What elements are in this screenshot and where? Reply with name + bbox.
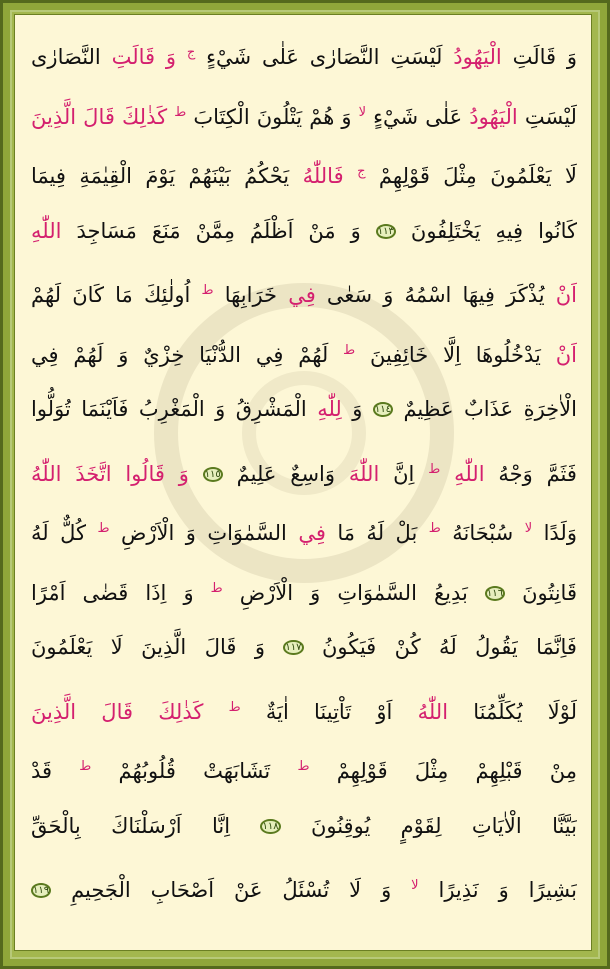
- verse-text: قَدْ: [31, 759, 53, 783]
- verse-text: وَلَدًا: [543, 521, 577, 545]
- verse-line: [31, 261, 577, 321]
- verse-text: مِنْ قَبْلِهِمْ مِثْلَ قَوْلِهِمْ: [336, 759, 577, 783]
- verse-text: السَّمٰوَاتِ وَ الْاَرْضِ: [120, 521, 287, 545]
- verse-line: [31, 797, 577, 857]
- divine-name-text: فِي: [298, 521, 326, 545]
- ayah-number-marker: ١١٨: [262, 820, 279, 832]
- divine-name-text: فَاللّٰهُ: [302, 164, 344, 188]
- verse-line: [31, 499, 577, 559]
- verse-text: لَهُمْ فِي الدُّنْيَا خِزْيٌ وَ لَهُمْ فِي: [31, 342, 329, 367]
- divine-name-text: فِي: [288, 283, 316, 307]
- verse-line: [31, 559, 577, 619]
- verse-text: كَانُوا فِيهِ يَخْتَلِفُونَ: [410, 218, 577, 243]
- ayah-number-marker: ١١٥: [204, 468, 221, 480]
- verse-lines: [31, 23, 577, 916]
- verse-text: فَثَمَّ وَجْهُ: [498, 461, 577, 486]
- pause-mark: ط: [97, 521, 110, 536]
- divine-name-text: الْيَهُودُ: [453, 45, 502, 69]
- ayah-number-marker: ١١٦: [486, 587, 504, 599]
- pause-mark: ط: [79, 759, 92, 774]
- verse-text: تَشَابَهَتْ قُلُوبُهُمْ: [118, 759, 271, 783]
- pause-mark: ط: [297, 759, 310, 774]
- pause-mark: ج: [357, 164, 366, 179]
- verse-line: [31, 23, 577, 83]
- divine-name-text: لِلّٰهِ: [317, 397, 342, 421]
- divine-name-text: الْيَهُودُ: [469, 104, 518, 129]
- verse-text: اَوْ تَاْتِينَا اٰيَةٌ: [265, 699, 393, 724]
- verse-text: وَ مَنْ اَظْلَمُ مِمَّنْ مَنَعَ مَسَاجِدَ: [76, 218, 361, 243]
- divine-name-text: كَذٰلِكَ قَالَ الَّذِينَ: [31, 104, 168, 129]
- verse-text: وَاسِعٌ عَلِيمٌ: [236, 461, 336, 486]
- divine-name-text: اللّٰهِ: [31, 218, 62, 243]
- ayah-number-marker: ١١٣: [377, 225, 394, 237]
- verse-text: بَشِيرًا وَ نَذِيرًا: [438, 878, 577, 902]
- divine-name-text: اللّٰهُ: [417, 699, 449, 724]
- verse-line: [31, 678, 577, 738]
- divine-name-text: كَذٰلِكَ قَالَ الَّذِينَ: [31, 699, 204, 724]
- ayah-number-marker: ١١٤: [374, 404, 391, 415]
- verse-text: لَا يَعْلَمُونَ مِثْلَ قَوْلِهِمْ: [378, 164, 577, 188]
- verse-text: النَّصَارٰى: [31, 45, 101, 69]
- verse-text: بَلْ لَهُ مَا: [337, 521, 418, 545]
- verse-text: يَحْكُمُ بَيْنَهُمْ يَوْمَ الْقِيٰمَةِ فِيمَا: [31, 164, 290, 188]
- verse-line: [31, 440, 577, 500]
- verse-line: [31, 380, 577, 440]
- pause-mark: ط: [174, 104, 187, 120]
- verse-text: لَيْسَتِ النَّصَارٰى عَلٰى شَيْءٍ: [206, 45, 443, 69]
- verse-text: عَلٰى شَيْءٍ: [373, 104, 463, 129]
- pause-mark: لا: [524, 521, 533, 536]
- verse-text: قَانِتُونَ: [522, 580, 577, 605]
- divine-name-text: اللّٰهِ: [454, 461, 485, 486]
- verse-line: [31, 856, 577, 916]
- divine-name-text: وَ قَالُوا اتَّخَذَ اللّٰهُ: [31, 461, 189, 486]
- verse-text: يُذْكَرَ فِيهَا اسْمُهُ وَ سَعٰى: [326, 283, 545, 307]
- divine-name-text: اَنْ: [555, 342, 577, 367]
- verse-text: بَدِيعُ السَّمٰوَاتِ وَ الْاَرْضِ: [239, 580, 468, 605]
- verse-line: [31, 321, 577, 381]
- verse-line: [31, 737, 577, 797]
- pause-mark: ط: [210, 580, 223, 596]
- pause-mark: ط: [343, 342, 356, 358]
- verse-text: الْاٰخِرَةِ عَذَابٌ عَظِيمٌ: [403, 397, 577, 421]
- pause-mark: لا: [358, 104, 367, 120]
- verse-line: [31, 618, 577, 678]
- verse-text: فَاِنَّمَا يَقُولُ لَهُ كُنْ فَيَكُونُ: [321, 635, 577, 659]
- quran-page: [14, 14, 592, 951]
- verse-line: [31, 83, 577, 143]
- verse-text: كُلٌّ لَهُ: [31, 521, 87, 545]
- verse-text: اِنَّا اَرْسَلْنَاكَ بِالْحَقِّ: [31, 813, 231, 838]
- pause-mark: لا: [411, 878, 419, 893]
- pause-mark: ط: [201, 283, 214, 298]
- pause-mark: ط: [428, 461, 441, 477]
- divine-name-text: وَ قَالَتِ: [111, 45, 177, 69]
- verse-text: لَيْسَتِ: [524, 104, 577, 129]
- divine-name-text: اللّٰهَ: [348, 461, 380, 486]
- pause-mark: ط: [228, 699, 241, 715]
- pause-mark: ط: [428, 521, 441, 536]
- verse-text: وَ: [352, 397, 363, 421]
- pause-mark: ج: [186, 45, 196, 60]
- verse-text: الْمَشْرِقُ وَ الْمَغْرِبُ فَاَيْنَمَا تُوَلُّوا: [31, 397, 307, 421]
- verse-text: وَ اِذَا قَضٰى اَمْرًا: [31, 580, 194, 605]
- verse-text: وَ لَا تُسْئَلُ عَنْ اَصْحَابِ الْجَحِيمِ: [71, 878, 392, 902]
- verse-text: بَيَّنَّا الْاٰيَاتِ لِقَوْمٍ يُوقِنُونَ: [310, 813, 577, 838]
- verse-text: يَدْخُلُوهَا اِلَّا خَائِفِينَ: [370, 342, 541, 367]
- verse-line: [31, 202, 577, 262]
- verse-text: لَوْلَا يُكَلِّمُنَا: [473, 699, 577, 724]
- verse-line: [31, 142, 577, 202]
- verse-text: وَ هُمْ يَتْلُونَ الْكِتَابَ: [193, 104, 352, 129]
- verse-text: وَ قَالَ الَّذِينَ لَا يَعْلَمُونَ: [31, 635, 265, 659]
- verse-text: اِنَّ: [393, 461, 415, 486]
- divine-name-text: اَنْ: [555, 283, 577, 307]
- verse-text: خَرَابِهَا: [224, 283, 278, 307]
- ayah-number-marker: ١١٧: [285, 642, 302, 653]
- verse-text: وَ قَالَتِ: [512, 45, 577, 69]
- verse-text: اُولٰئِكَ مَا كَانَ لَهُمْ: [31, 283, 191, 307]
- ayah-number-marker: ١١٩: [33, 885, 50, 896]
- verse-text: سُبْحَانَهُ: [452, 521, 514, 545]
